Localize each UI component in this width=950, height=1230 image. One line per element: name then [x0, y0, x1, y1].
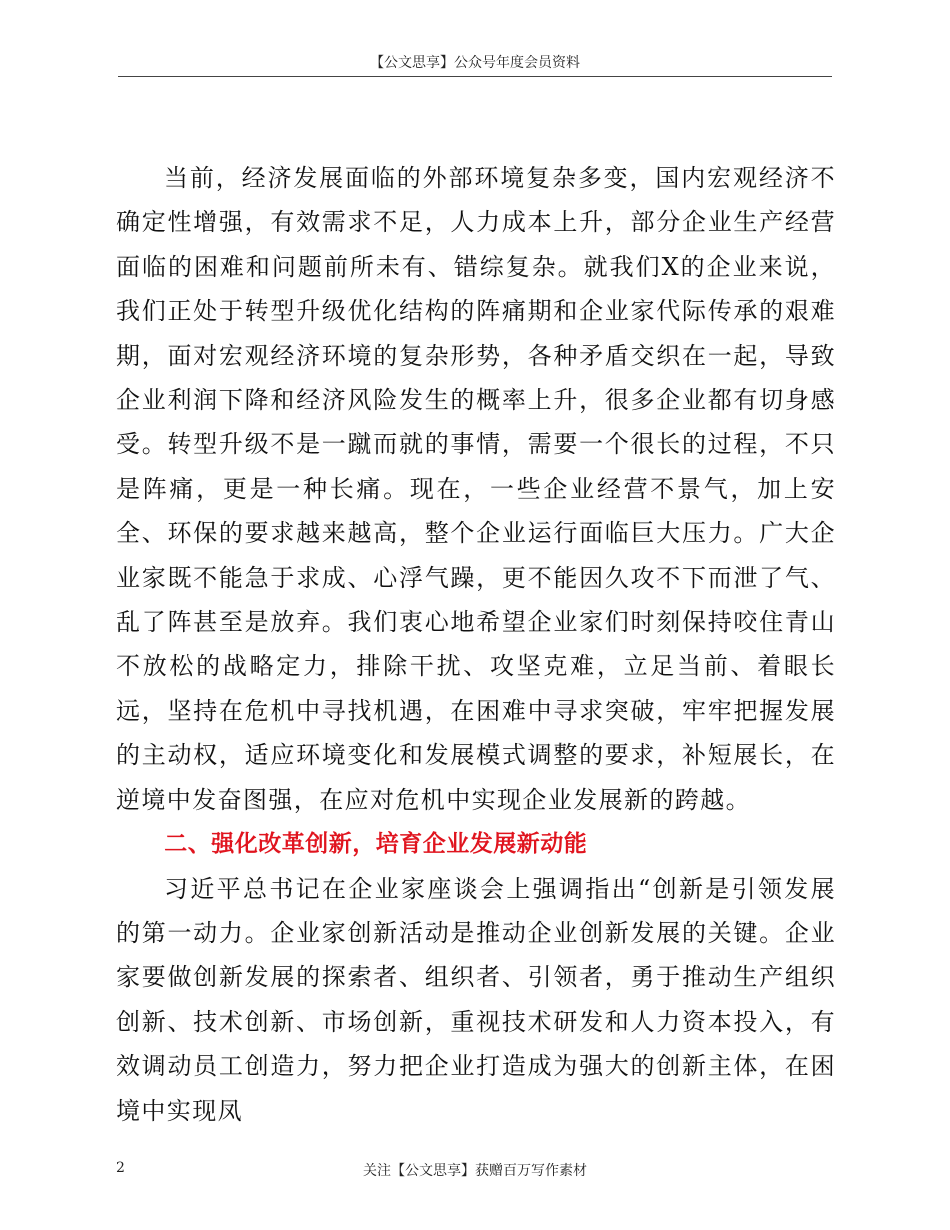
page-footer: 关注【公文思享】获赠百万写作素材 [363, 1163, 587, 1179]
page-header: 【公文思享】公众号年度会员资料 [0, 52, 950, 72]
page-number: 2 [116, 1160, 125, 1176]
paragraph-current-situation: 当前，经济发展面临的外部环境复杂多变，国内宏观经济不确定性增强，有效需求不足，人力成本上升，部分企业生产经营面临的困难和问题前所未有、错综复杂。就我们X的企业来说，我们正处于转型升级优化结构的阵痛期和企业家代际传承的艰难期，面对宏观经济环境的复杂形势，各种矛盾交织在一起，导致企业利润下降和经济风险发生的概率上升，很多企业都有切身感受。转型升级不是一蹴而就的事情，需要一个很长的过程，不只是阵痛，更是一种长痛。现在，一些企业经营不景气，加上安全、环保的要求越来越高，整个企业运行面临巨大压力。广大企业家既不能急于求成、心浮气躁，更不能因久攻不下而泄了气、乱了阵甚至是放弃。我们衷心地希望企业家们时刻保持咬住青山不放松的战略定力，排除干扰、攻坚克难，立足当前、着眼长远，坚持在危机中寻找机遇，在困难中寻求突破，牢牢把握发展的主动权，适应环境变化和发展模式调整的要求，补短展长，在逆境中发奋图强，在应对危机中实现企业发展新的跨越。 [116, 164, 836, 814]
document-body [116, 156, 836, 1133]
section-heading-2: 二、强化改革创新，培育企业发展新动能 [164, 831, 588, 858]
paragraph-innovation: 习近平总书记在企业家座谈会上强调指出“创新是引领发展的第一动力。企业家创新活动是推动企业创新发展的关键。企业家要做创新发展的探索者、组织者、引领者，勇于推动生产组织创新、技术创新、市场创新，重视技术研发和人力资本投入，有效调动员工创造力，努力把企业打造成为强大的创新主体，在困境中实现凤 [116, 874, 836, 1125]
